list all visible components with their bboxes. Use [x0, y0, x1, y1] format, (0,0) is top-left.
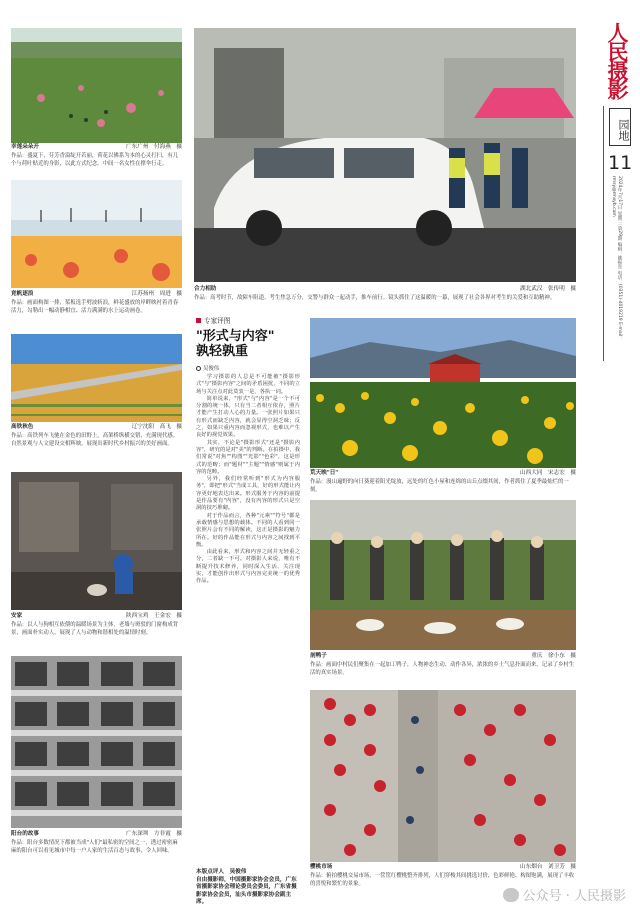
- photo-sunflowers-heading: [310, 470, 576, 477]
- author-marker: [196, 366, 201, 371]
- photo-ducks-title: 剖鸭子: [310, 653, 327, 659]
- photo-dog-title: 安家: [11, 613, 23, 619]
- photo-dog-caption: 作品：以人与狗相互依偎的温暖场景为主体，老墙与斑驳的门窗构成背景，画面朴实动人，展现了人与动物和谐相处的温情时刻。: [11, 622, 179, 636]
- reviewer-lead: 本版点评人 吴俊伟: [196, 869, 247, 875]
- section-tag-marker: [196, 318, 201, 323]
- photo-cherry-title: 樱桃市场: [310, 864, 333, 870]
- photo-lotus-heading: [11, 144, 182, 151]
- photo-dog-heading: [11, 613, 182, 620]
- photo-ducks-caption: 作品：画面中村民们聚集在一起加工鸭子，人物神态生动、动作各异，浓浓的乡土气息扑面而来，记录了乡村生活的真实场景。: [310, 662, 575, 676]
- issue-info: 2024年7月17日 星期三 第29期 编辑：姚振东 电话：(0351)-4019219 E-mail：rmsy@rmsyb.com: [611, 176, 622, 341]
- photo-ducks-heading: [310, 653, 576, 660]
- headline-line2: 孰轻孰重: [196, 344, 249, 359]
- photo-paddle-caption: 作品：画面构图一排，桨板选手劈波斩浪，鲜花盛放的岸畔映衬着青春活力，勾勒出一幅动静相宜、活力满满的水上运动画卷。: [11, 300, 179, 314]
- page-number: 11: [608, 152, 633, 174]
- article-paragraph: 简单说来，"形式"与"内容"是一个不可分割的统一体，只有当二者相互依存，照片才能产生打动人心的力量。一张照片如果只有形式而缺乏内容，就会显得空洞乏味；反之，如果只重内容而忽视形式，也难以产生良好的视觉效果。: [196, 395, 300, 439]
- photo-cherry-heading: [310, 864, 576, 871]
- photo-paddle-heading: [11, 291, 182, 298]
- photo-balcony: [11, 656, 182, 828]
- photo-ducks-credit: 重庆 徐小东 摄: [531, 653, 576, 659]
- photo-balcony-caption: 作品：阳台多数情况下都被当成"人们"最私密的空间之一，透过密密麻麻的阳台可以看见城市中每一户人家的生活百态与故事，令人回味。: [11, 840, 178, 854]
- photo-railway-title: 高铁秋色: [11, 424, 34, 430]
- photo-paddle: [11, 180, 182, 288]
- photo-push-car: [194, 28, 576, 282]
- photo-sunflowers-title: 荒天映"日": [310, 470, 339, 476]
- photo-push-car-heading: [194, 286, 576, 293]
- article-paragraph: 另外，我们经常听到"形式为内容服务"，即把"形式"当成工具，好的形式能让内容更好地表达出来。形式服务于内容的前提是作品要有"内容"，没有内容的形式只是空洞的技巧堆砌。: [196, 476, 300, 512]
- photo-cherry-market: [310, 690, 576, 862]
- reviewer-bio: [196, 869, 302, 907]
- photo-cherry-credit: 山东烟台 刘卫芳 摄: [520, 864, 576, 870]
- article-paragraph: 对于作品而言，各种"元素""符号"都是承载情感与思想的载体。不同的人看到同一张照片会有不同的解读，这正是摄影的魅力所在。好的作品能在形式与内容之间找到平衡。: [196, 512, 300, 548]
- photo-railway-heading: [11, 424, 182, 431]
- photo-sunflowers-caption: 作品：漫山遍野的向日葵迎着阳光绽放，远处的红色小屋和连绵的山丘点缀其间，作者抓住了夏季最灿烂的一刻。: [310, 479, 569, 493]
- photo-dog: [11, 472, 182, 610]
- photo-balcony-title: 阳台的故事: [11, 831, 39, 837]
- section-tag: [196, 315, 230, 325]
- article-paragraph: 学习摄影的人总是不可能被"摄影形式"与"摄影内容"之间的矛盾困扰，不同的立场与关注点对此莫衷一是，各执一词。: [196, 374, 300, 395]
- section-tag-label: 专家评图: [204, 317, 231, 325]
- photo-push-car-title: 合力相助: [194, 286, 217, 292]
- photo-lotus-caption: 作品：盛夏下，芬芳香溢绽开若丽，荷花以佛系为本的心灵打扫，有几个与荷叶贴近的身影，以此方式纪念。中间一名女性在撑伞行走。: [11, 153, 179, 167]
- photo-balcony-heading: [11, 831, 182, 838]
- photo-dog-credit: 陕西宝鸡 王金宏 摄: [126, 613, 182, 619]
- article-author: [196, 364, 219, 372]
- photo-railway: [11, 334, 182, 422]
- watermark-text: 公众号 · 人民摄影: [522, 889, 626, 904]
- photo-railway-credit: 辽宁沈阳 高飞 摄: [131, 424, 182, 430]
- article-paragraph: 由此看来，形式和内容之间并无轻重之分，二者缺一不可。对摄影人来说，唯有不断提升技术修养，同时深入生活、关注现实，才能创作出形式与内容完美统一的优秀作品。: [196, 549, 300, 585]
- photo-balcony-credit: 广东深圳 方非霞 摄: [126, 831, 182, 837]
- masthead-logo: 人民摄影: [605, 22, 630, 98]
- photo-sunflowers-credit: 山西大同 宋志宏 摄: [520, 470, 576, 476]
- wechat-icon: [503, 888, 519, 902]
- article-paragraph: 其实，不论是"摄影形式"还是"摄影内容"，研究的是对"美"的判断。在拍摄中，我们常说"对焦""构图""光影""色彩"，这是形式的范畴；而"题材""主题""情感"则属于内容的范畴。: [196, 439, 300, 475]
- section-name: 园地: [609, 108, 631, 146]
- masthead-rule: [603, 106, 604, 361]
- watermark: [503, 885, 626, 904]
- photo-railway-caption: 作品：高铁列车飞驰在金色的田野上，高架桥纵横交错，充满现代感。自然景观与人文建设交相辉映，展现出新时代乡村振兴的美好画面。: [11, 433, 179, 447]
- photo-ducks: [310, 500, 576, 650]
- photo-lotus-credit: 广东广州 付海燕 摄: [126, 144, 182, 150]
- headline-line1: "形式与内容": [196, 329, 275, 344]
- photo-paddle-credit: 江苏扬州 周进 摄: [131, 291, 182, 297]
- photo-cherry-caption: 作品：俯拍樱桃交易市场，一筐筐红樱桃整齐排列，人们穿梭其间挑选讨价，色彩鲜艳、构图饱满，展现了丰收的喜悦和繁忙的景象。: [310, 873, 575, 887]
- photo-sunflowers: [310, 318, 576, 468]
- photo-lotus-title: 幸莲朵朵开: [11, 144, 39, 150]
- article-body: [196, 374, 300, 586]
- photo-push-car-credit: 湖北武汉 张传明 摄: [520, 286, 576, 292]
- article-headline: [196, 329, 275, 359]
- photo-paddle-title: 竞帆逐浪: [11, 291, 34, 297]
- photo-lotus: [11, 28, 182, 143]
- photo-push-car-caption: 作品：高考时节，故障车阻道。考生焦急万分，交警与群众一起动手，推车前行。镜头抓住了这温暖的一幕，展现了社会各界对考生的关爱和互助精神。: [194, 295, 556, 301]
- reviewer-text: 自由摄影师，中国摄影家协会会员，广东省摄影家协会理论委员会委员，广东省摄影家协会会员，汕头市摄影家协会副主席。: [196, 876, 297, 906]
- author-name: 吴俊伟: [203, 366, 220, 372]
